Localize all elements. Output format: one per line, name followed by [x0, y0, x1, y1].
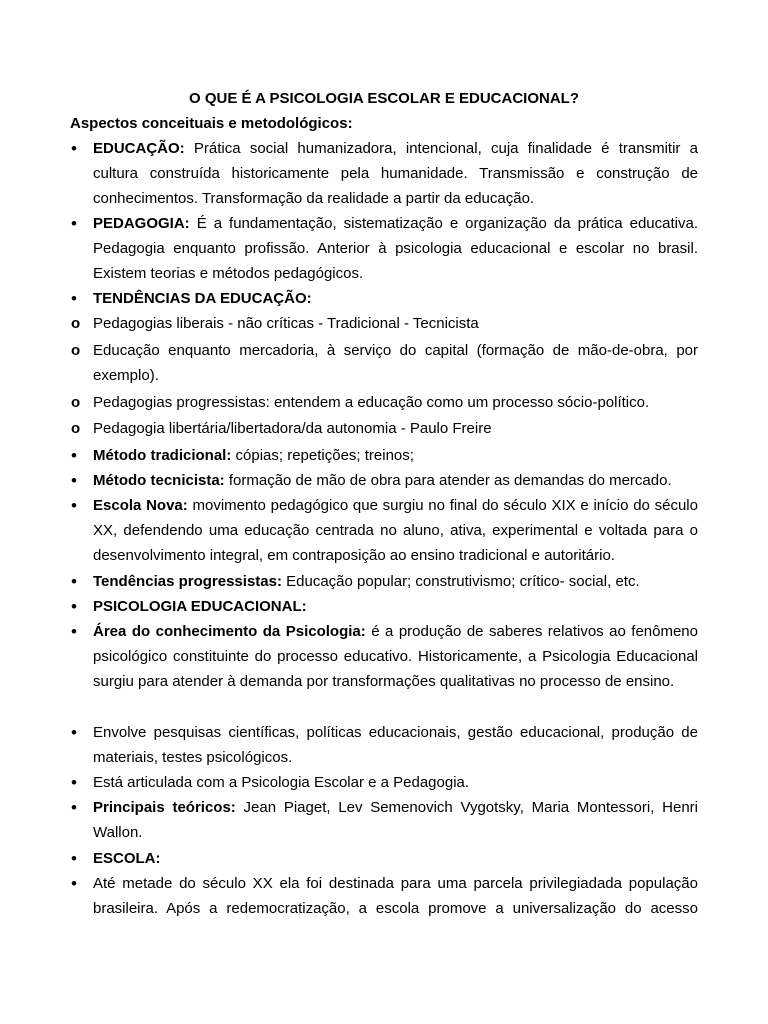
document-title: O QUE É A PSICOLOGIA ESCOLAR E EDUCACIONAL?: [188, 90, 580, 107]
list-item-text: [93, 720, 698, 770]
list-item-text: [93, 390, 698, 415]
item-heading: Método tecnicista:: [93, 472, 225, 489]
list-item: [70, 720, 698, 770]
bullet-marker: •: [71, 214, 77, 233]
circle-marker: o: [71, 315, 81, 332]
bullet-marker: •: [71, 874, 77, 893]
list-item-text: [93, 443, 698, 468]
list-item: [70, 569, 698, 594]
list-item-text: [93, 594, 698, 619]
item-body: Jean Piaget, Lev Semenovich Vygotsky, Maria Montessori, Henri Wallon.: [93, 799, 698, 841]
item-body: É a fundamentação, sistematização e organização da prática educativa. Pedagogia enquanto profissão. Anterior à psicologia educacional e escolar no brasil. Existem teorias e métodos pedagógicos.: [93, 215, 698, 282]
circle-marker: o: [71, 394, 81, 411]
bullet-marker: •: [71, 289, 77, 308]
bullet-marker: •: [71, 597, 77, 616]
item-heading: TENDÊNCIAS DA EDUCAÇÃO:: [93, 290, 312, 307]
bullet-marker: •: [71, 622, 77, 641]
list-item: [70, 338, 698, 388]
list-item-text: [93, 286, 698, 311]
item-heading: PSICOLOGIA EDUCACIONAL:: [93, 598, 307, 615]
bullet-marker: •: [71, 849, 77, 868]
item-body: Pedagogias progressistas: entendem a educação como um processo sócio-político.: [93, 394, 650, 411]
list-item: [70, 770, 698, 795]
document-subtitle: Aspectos conceituais e metodológicos:: [70, 115, 353, 132]
list-item-text: [93, 871, 698, 921]
bullet-marker: •: [71, 471, 77, 490]
item-body: é a produção de saberes relativos ao fenômeno psicológico constituinte do processo educativo. Historicamente, a Psicologia Educacional surgiu para atender à demanda por transformações qualitativas no processo de ensino.: [93, 623, 698, 690]
item-body: formação de mão de obra para atender as demandas do mercado.: [224, 472, 672, 489]
list-item: [70, 311, 698, 336]
bullet-marker: •: [71, 723, 77, 742]
list-item: [70, 493, 698, 568]
circle-marker: o: [71, 342, 81, 359]
list-item: [70, 795, 698, 845]
item-body: Educação enquanto mercadoria, à serviço do capital (formação de mão-de-obra, por exemplo).: [93, 342, 698, 384]
bullet-marker: •: [71, 798, 77, 817]
list-item-text: [93, 416, 698, 441]
list-item: [70, 416, 698, 441]
list-item: [70, 594, 698, 619]
item-heading: PEDAGOGIA:: [93, 215, 190, 232]
list-item-text: [93, 770, 698, 795]
item-body: Envolve pesquisas científicas, políticas educacionais, gestão educacional, produção de materiais, testes psicológicos.: [93, 724, 698, 766]
list-item: [70, 443, 698, 468]
list-item-text: [93, 569, 698, 594]
item-body: cópias; repetições; treinos;: [231, 447, 414, 464]
list-item: [70, 286, 698, 311]
bullet-marker: •: [71, 139, 77, 158]
list-item-text: [93, 795, 698, 845]
list-item: [70, 136, 698, 211]
list-item: [70, 211, 698, 286]
item-body: Pedagogia libertária/libertadora/da autonomia - Paulo Freire: [93, 420, 492, 437]
item-body: movimento pedagógico que surgiu no final do século XIX e início do século XX, defendendo uma educação centrada no aluno, ativa, experimental e voltada para o desenvolvimento integral, em contraposição ao ensino tradicional e autoritário.: [93, 497, 698, 564]
list-item-text: [93, 846, 698, 871]
list-item-text: [93, 311, 698, 336]
list-item: [70, 871, 698, 921]
item-heading: Método tradicional:: [93, 447, 232, 464]
list-item-text: [93, 619, 698, 694]
item-heading: Principais teóricos:: [93, 799, 236, 816]
bullet-marker: •: [71, 572, 77, 591]
item-heading: EDUCAÇÃO:: [93, 140, 185, 157]
bullet-marker: •: [71, 773, 77, 792]
item-body: Pedagogias liberais - não críticas - Tradicional - Tecnicista: [93, 315, 479, 332]
item-heading: Tendências progressistas:: [93, 573, 282, 590]
list-item-text: [93, 493, 698, 568]
list-item-text: [93, 136, 698, 211]
bullet-marker: •: [71, 446, 77, 465]
item-heading: Escola Nova:: [93, 497, 188, 514]
bullet-marker: •: [71, 496, 77, 515]
list-item: [70, 390, 698, 415]
item-heading: ESCOLA:: [93, 850, 161, 867]
item-heading: Área do conhecimento da Psicologia:: [93, 623, 366, 640]
list-item: [70, 619, 698, 694]
item-body: Prática social humanizadora, intencional, cuja finalidade é transmitir a cultura construída historicamente pela humanidade. Transmissão e construção de conhecimentos. Transformação da realidade a partir da educação.: [93, 140, 698, 207]
circle-marker: o: [71, 420, 81, 437]
list-item: [70, 468, 698, 493]
list-item: [70, 846, 698, 871]
item-body: Educação popular; construtivismo; crítico- social, etc.: [281, 573, 640, 590]
item-body: Está articulada com a Psicologia Escolar e a Pedagogia.: [93, 774, 470, 791]
item-body: Até metade do século XX ela foi destinada para uma parcela privilegiadada população brasileira. Após a redemocratização, a escola promove a universalização do acesso: [93, 875, 698, 917]
list-item-text: [93, 468, 698, 493]
list-item-text: [93, 338, 698, 388]
list-item-text: [93, 211, 698, 286]
